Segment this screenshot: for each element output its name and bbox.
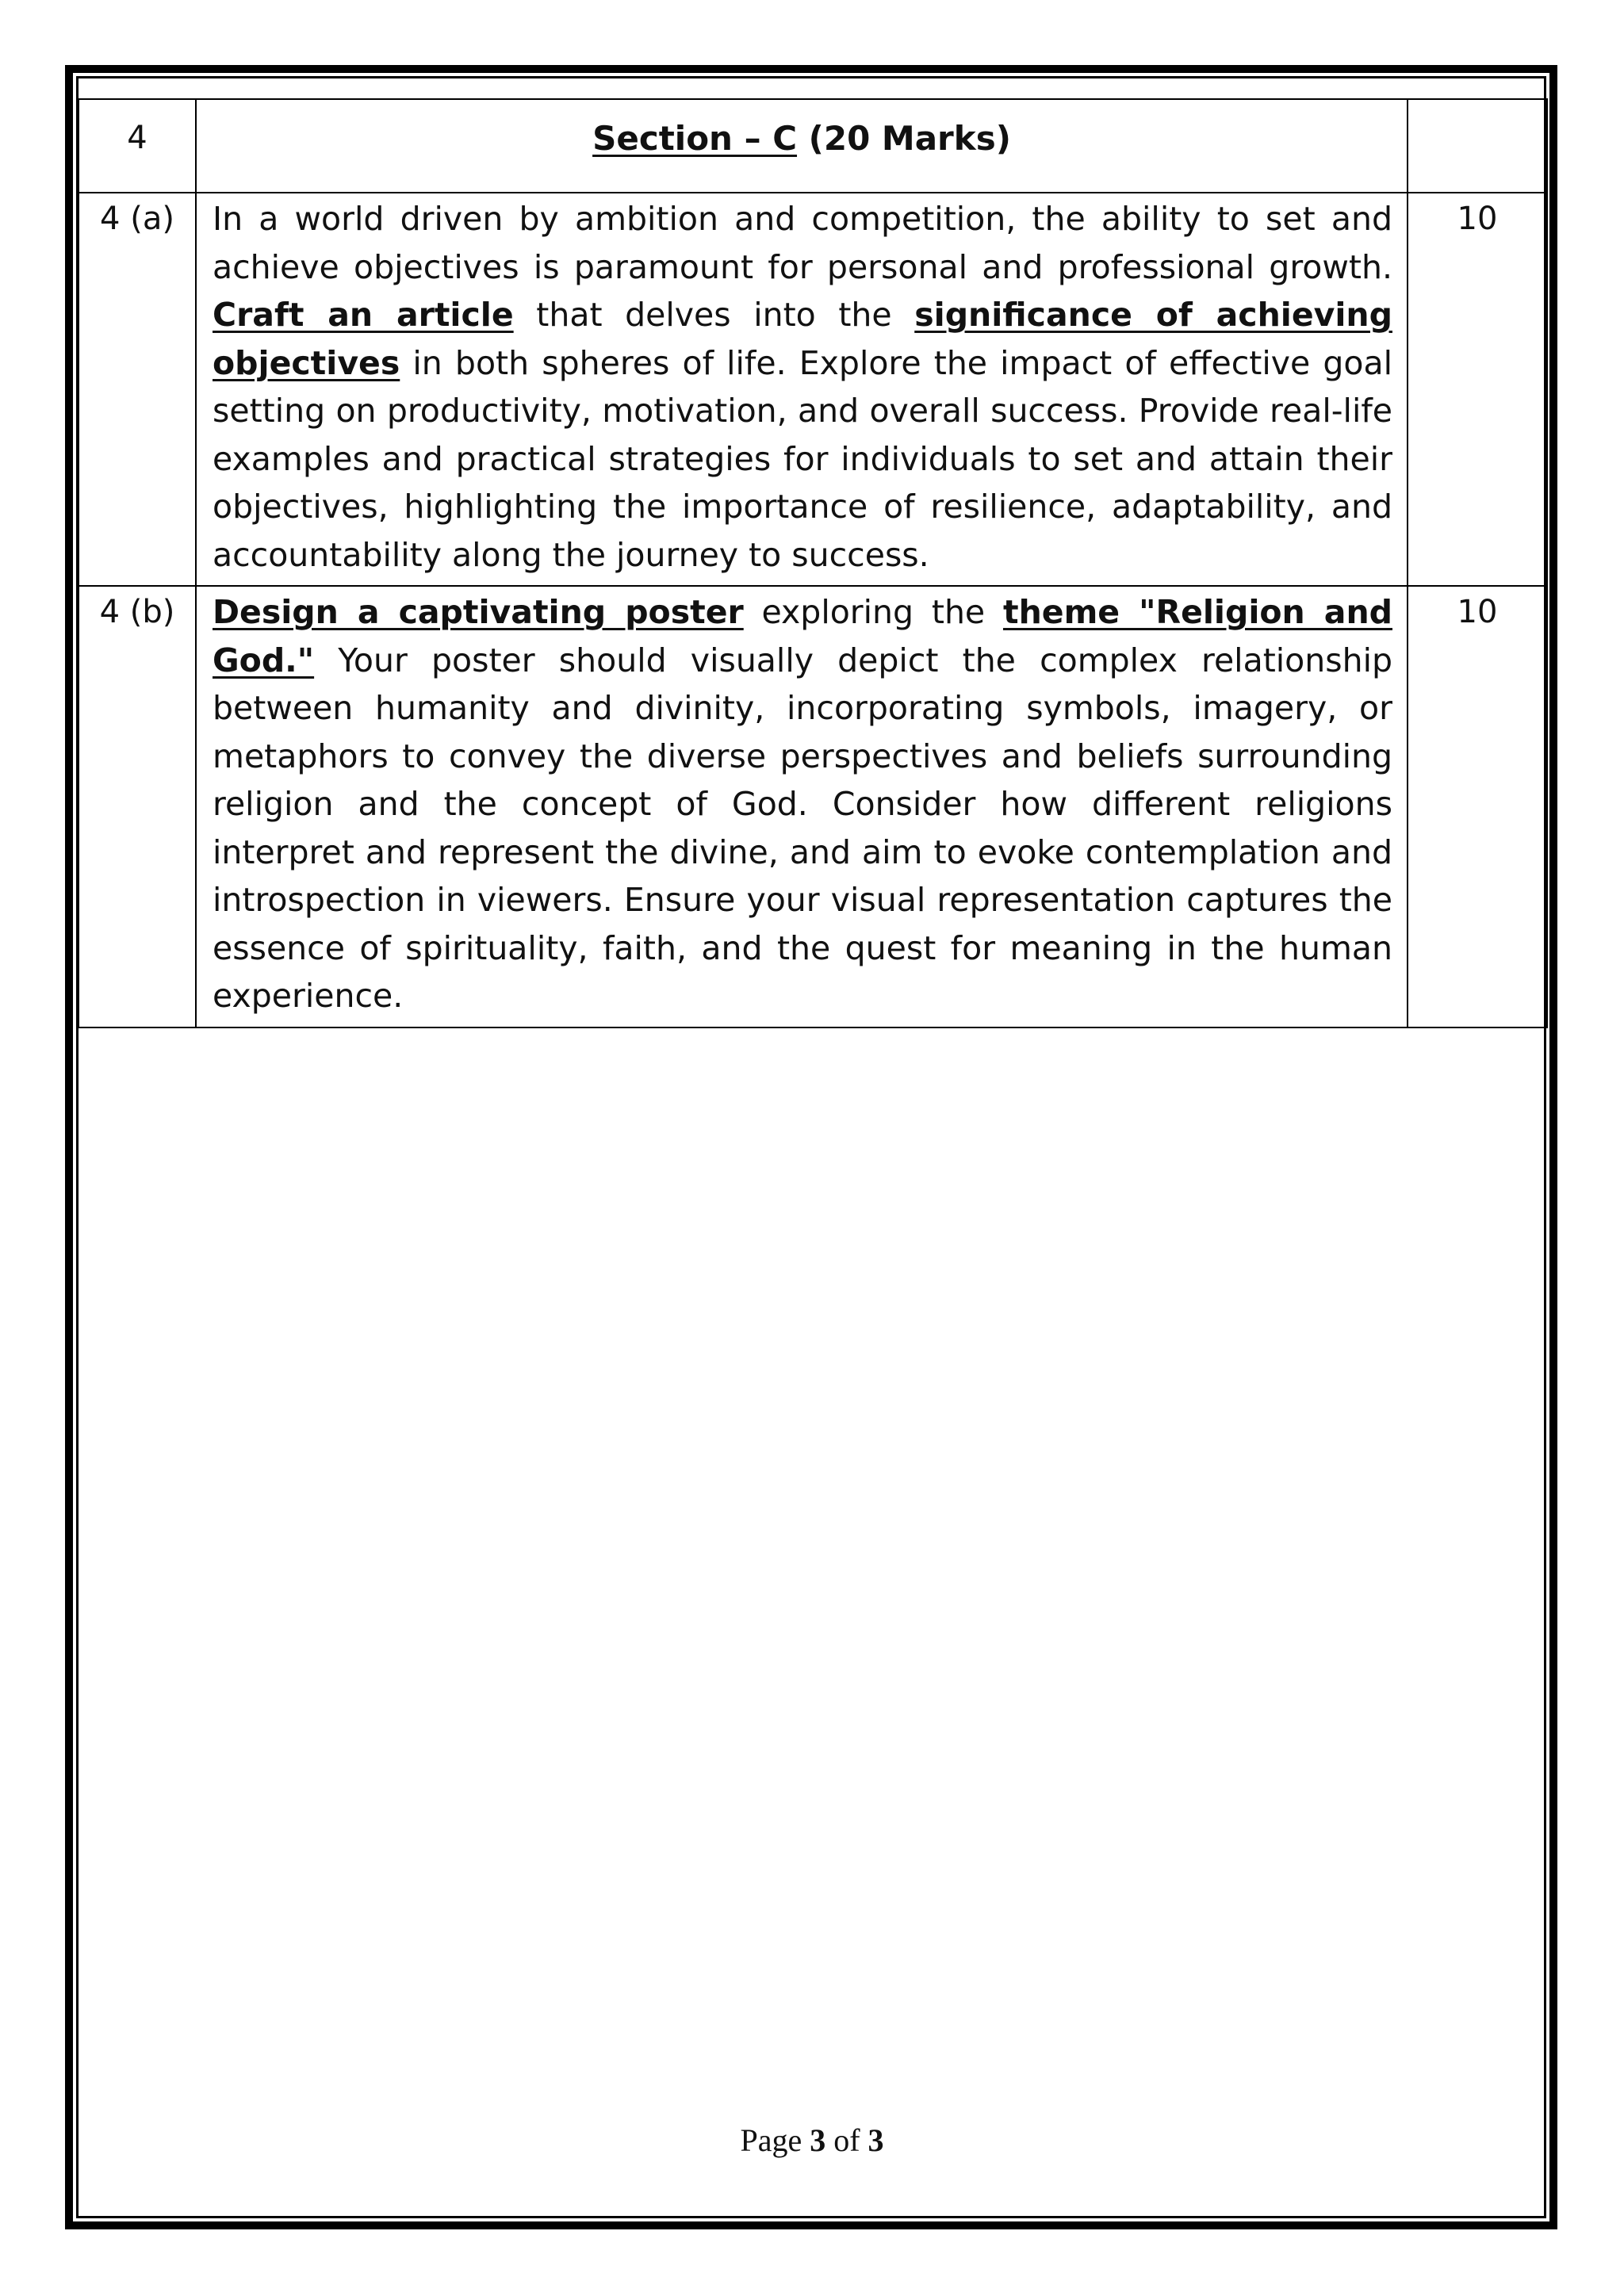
section-header-row: [79, 99, 1547, 193]
question-table: [78, 98, 1548, 1028]
emphasis-run: Craft an article: [213, 296, 514, 334]
page-current: 3: [810, 2122, 826, 2158]
page-word: Page: [740, 2122, 802, 2158]
text-run: Your poster should visually depict the complex relationship between humanity and divinity, incorporating symbols, imagery, or metaphors to convey the diverse perspectives and beliefs surrounding religion and the concept of God. Consider how different religions interpret and represent the divine, and aim to evoke contemplation and introspection in viewers. Ensure your visual representation captures the essence of spirituality, faith, and the quest for meaning in the human experience.: [213, 641, 1392, 1015]
text-run: in both spheres of life. Explore the impact of effective goal setting on productivity, motivation, and overall success. Provide real-life examples and practical strategies for individuals to set and attain their objectives, highlighting the importance of resilience, adaptability, and accountability along the journey to success.: [213, 343, 1392, 574]
emphasis-run: theme "Religion and God.": [213, 593, 1392, 679]
section-title: Section – C: [592, 119, 798, 158]
question-text: [196, 586, 1408, 1027]
section-number: 4: [79, 99, 196, 193]
emphasis-run: significance of achieving objectives: [213, 296, 1392, 382]
question-row-4a: [79, 193, 1547, 586]
text-run: that delves into the: [513, 296, 915, 334]
question-number: 4 (b): [79, 586, 196, 1027]
question-marks: 10: [1408, 193, 1547, 586]
text-run: In a world driven by ambition and competition, the ability to set and achieve objectives is paramount for personal and professional growth.: [213, 200, 1392, 286]
page-of-word: of: [833, 2122, 860, 2158]
page-footer: [0, 2122, 1624, 2159]
question-row-4b: [79, 586, 1547, 1027]
section-marks-note: (20 Marks): [808, 119, 1011, 158]
question-text: [196, 193, 1408, 586]
question-marks: 10: [1408, 586, 1547, 1027]
section-title-cell: [196, 99, 1408, 193]
text-run: exploring the: [743, 593, 1003, 631]
emphasis-run: Design a captivating poster: [213, 593, 744, 631]
page-total: 3: [868, 2122, 884, 2158]
section-marks-cell: [1408, 99, 1547, 193]
question-number: 4 (a): [79, 193, 196, 586]
